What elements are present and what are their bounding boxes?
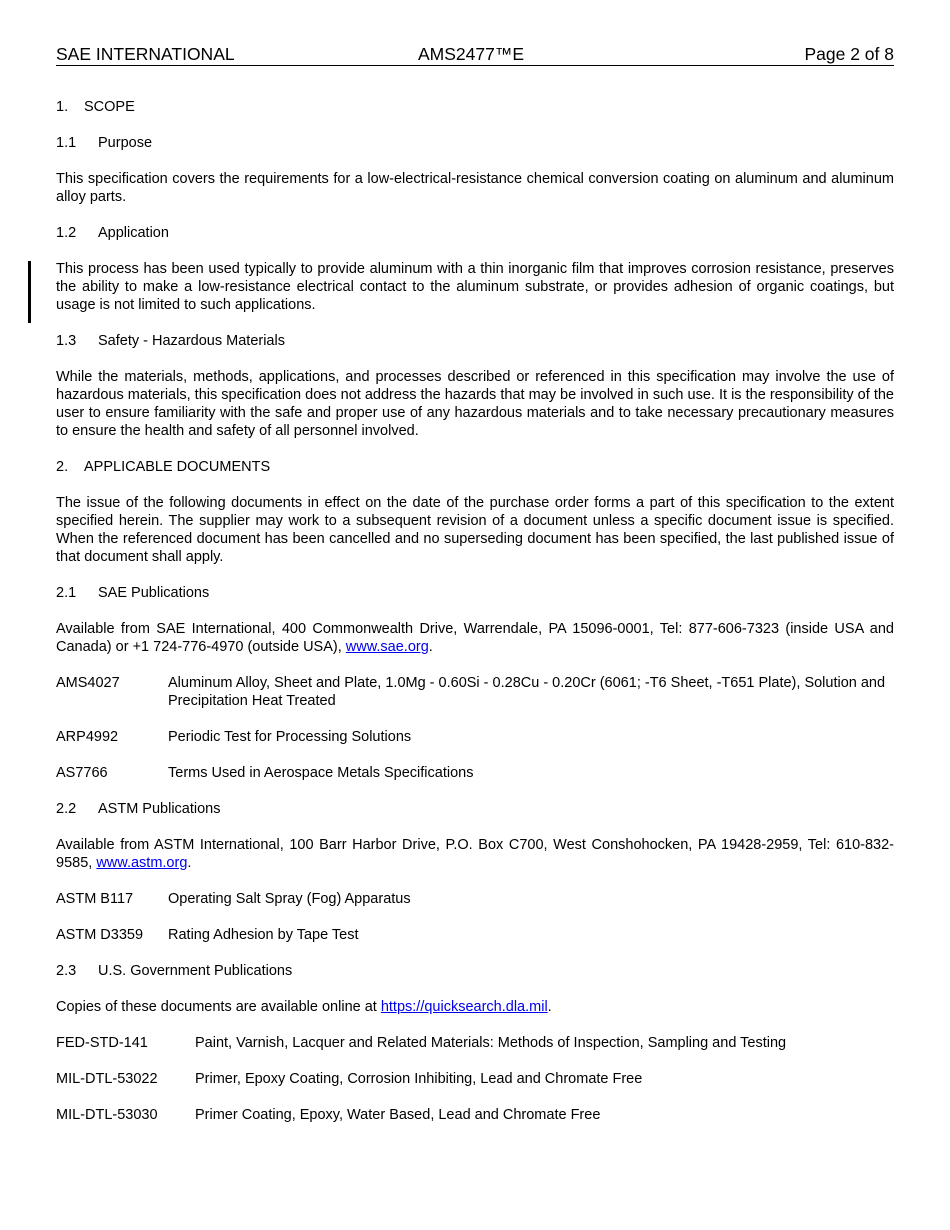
revision-change-bar (28, 261, 31, 323)
reference-entry: ARP4992 Periodic Test for Processing Solutions (56, 729, 412, 745)
quicksearch-link[interactable]: https://quicksearch.dla.mil (380, 999, 548, 1015)
section-heading-astm-publications: 2.2 ASTM Publications (56, 801, 221, 817)
header-document-number: AMS2477™E (418, 44, 525, 64)
reference-entry: FED-STD-141 Paint, Varnish, Lacquer and Related Materials: Methods of Inspection, Sampling and Testing (56, 1035, 787, 1051)
sae-availability-paragraph: Available from SAE International, 400 Commonwealth Drive, Warrendale, PA 15096-0001, Tel: 877-606-7323 (inside USA and Canada) or +1 724-776-4970 (outside USA), www.sae.org. (56, 621, 894, 655)
document-page (56, 44, 894, 1142)
section-heading-scope: 1. SCOPE (56, 99, 135, 115)
government-availability-paragraph: Copies of these documents are available online at https://quicksearch.dla.mil. (56, 999, 552, 1015)
reference-entry: ASTM B117 Operating Salt Spray (Fog) Apparatus (56, 891, 411, 907)
astm-website-link[interactable]: www.astm.org (96, 855, 188, 871)
header-organization: SAE INTERNATIONAL (56, 44, 235, 64)
section-heading-applicable-documents: 2. APPLICABLE DOCUMENTS (56, 459, 271, 475)
section-heading-government-publications: 2.3 U.S. Government Publications (56, 963, 293, 979)
section-heading-safety: 1.3 Safety - Hazardous Materials (56, 333, 285, 349)
section-heading-sae-publications: 2.1 SAE Publications (56, 585, 210, 601)
reference-entry: ASTM D3359 Rating Adhesion by Tape Test (56, 927, 359, 943)
document-body (56, 98, 894, 1124)
purpose-paragraph: This specification covers the requirements for a low-electrical-resistance chemical conversion coating on aluminum and aluminum alloy parts. (56, 171, 894, 205)
safety-paragraph: While the materials, methods, applications, and processes described or referenced in this specification may involve the use of hazardous materials, this specification does not address the hazards that may be involved in such use. It is the responsibility of the user to ensure familiarity with the safe and proper use of any hazardous materials and to take necessary precautionary measures to ensure the health and safety of all personnel involved. (56, 369, 894, 439)
astm-availability-paragraph: Available from ASTM International, 100 Barr Harbor Drive, P.O. Box C700, West Conshohocken, PA 19428-2959, Tel: 610-832-9585, www.astm.org. (56, 837, 894, 871)
reference-entry: MIL-DTL-53030 Primer Coating, Epoxy, Water Based, Lead and Chromate Free (56, 1107, 601, 1123)
reference-entry: AS7766 Terms Used in Aerospace Metals Specifications (56, 765, 474, 781)
application-paragraph: This process has been used typically to provide aluminum with a thin inorganic film that improves corrosion resistance, preserves the ability to make a low-resistance electrical contact to the aluminum substrate, or provides adhesion of organic coatings, but usage is not limited to such applications. (56, 261, 894, 313)
section-heading-purpose: 1.1 Purpose (56, 135, 153, 151)
reference-entry: MIL-DTL-53022 Primer, Epoxy Coating, Corrosion Inhibiting, Lead and Chromate Free (56, 1071, 643, 1087)
section-heading-application: 1.2 Application (56, 225, 169, 241)
sae-website-link[interactable]: www.sae.org (345, 639, 429, 655)
page-header (56, 44, 894, 66)
header-page-number: Page 2 of 8 (804, 44, 894, 64)
applicable-documents-paragraph: The issue of the following documents in effect on the date of the purchase order forms a part of this specification to the extent specified herein. The supplier may work to a subsequent revision of a document unless a specific document issue is specified. When the referenced document has been cancelled and no superseding document has been specified, the last published issue of that document shall apply. (56, 495, 894, 565)
reference-entry: AMS4027 Aluminum Alloy, Sheet and Plate, 1.0Mg - 0.60Si - 0.28Cu - 0.20Cr (6061; -T6 Sheet, -T651 Plate), Solution and Precipitation Heat Treated (56, 675, 886, 709)
